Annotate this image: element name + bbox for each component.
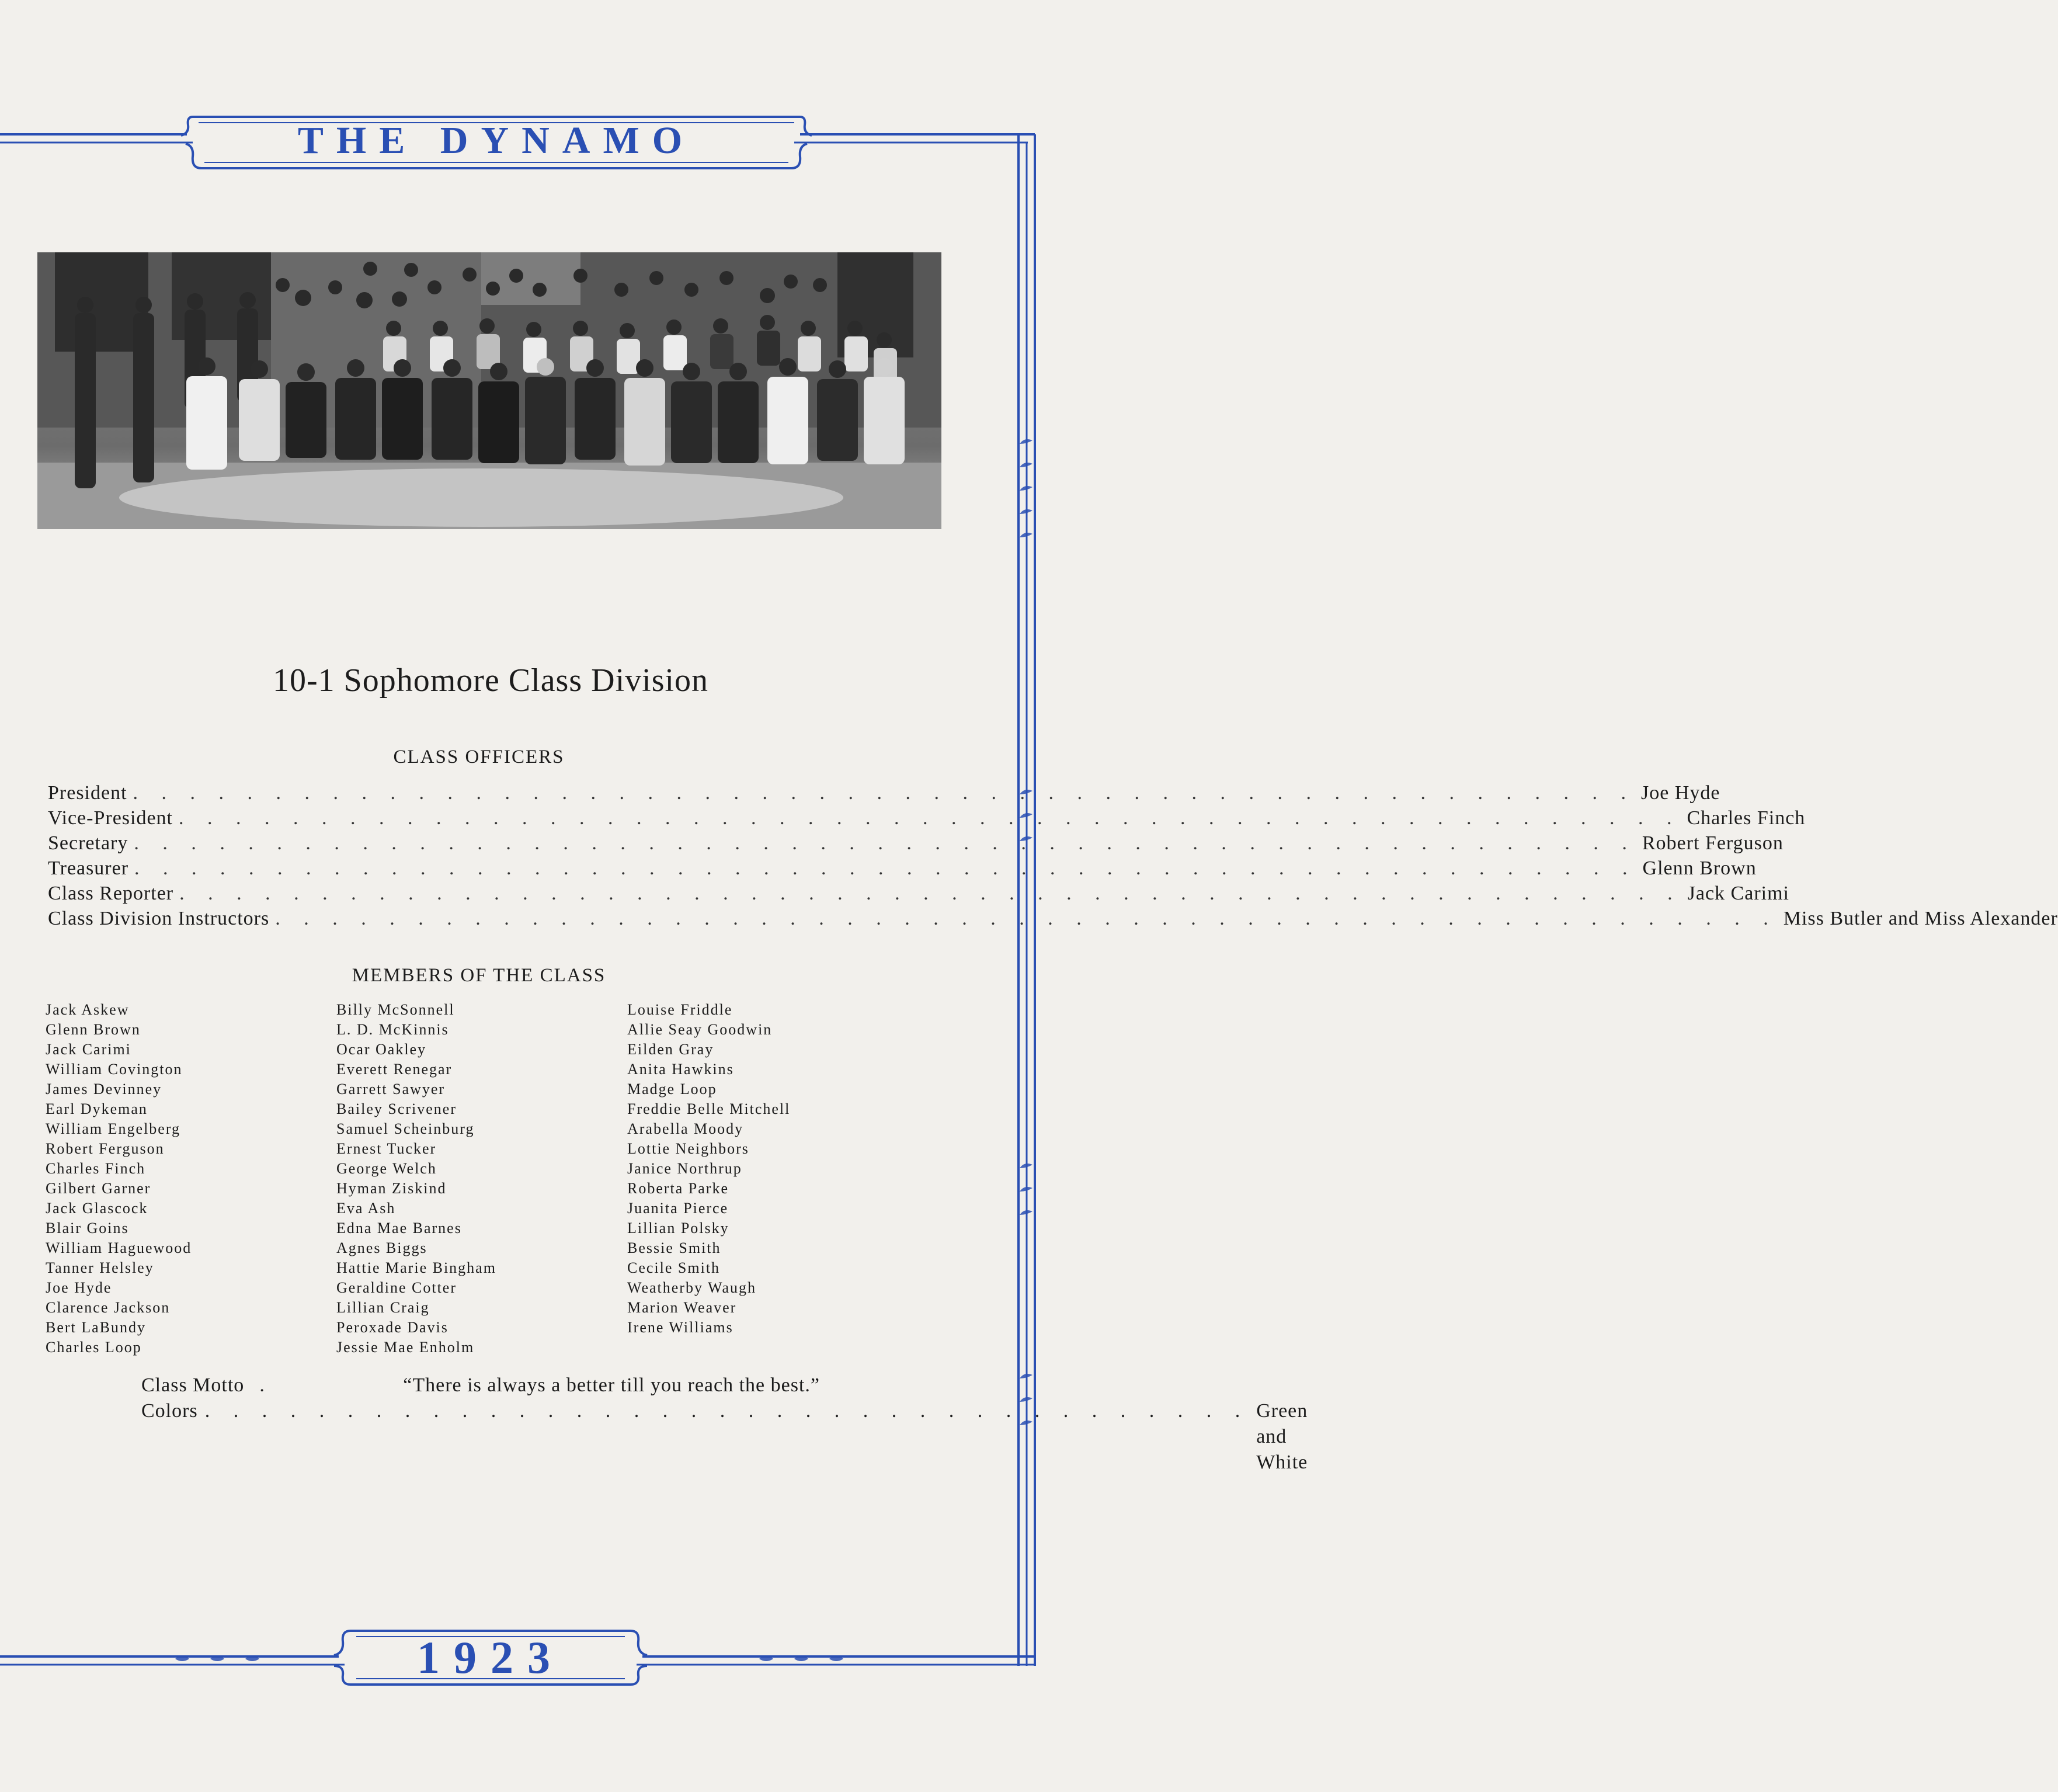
member-name: Hyman Ziskind <box>336 1180 447 1197</box>
member-name: Charles Finch <box>46 1160 146 1177</box>
photo-illustration <box>37 252 941 529</box>
member-name: Bessie Smith <box>627 1239 721 1256</box>
motto-block <box>141 1373 1308 1473</box>
member-name: Freddie Belle Mitchell <box>627 1100 791 1117</box>
colors-label: Colors <box>141 1400 198 1422</box>
member-name: Jack Askew <box>46 1001 130 1018</box>
officer-name: Joe Hyde <box>1641 782 1720 804</box>
officer-role: Class Division Instructors <box>48 908 270 929</box>
member-name: L. D. McKinnis <box>336 1021 449 1038</box>
leader-dots: . . . . . . . . . . . . . . . . . . . . . . . . . . . . . . . . . . . . . . . . . . . . . . . . . . . . . <box>134 832 1636 854</box>
member-name: Samuel Scheinburg <box>336 1120 475 1137</box>
member-name: Bert LaBundy <box>46 1319 147 1336</box>
leader-dots: . . . . . . . . . . . . . . . . . . . . . . . . . . . . . . . . . . . . . . . . . . . . . . . . . . . . . <box>179 883 1682 904</box>
colors-value: Green and White <box>1256 1400 1308 1473</box>
member-name: Bailey Scrivener <box>336 1100 457 1117</box>
officer-row-instructors <box>48 906 2058 931</box>
class-group-photo <box>37 252 941 529</box>
member-name: Jessie Mae Enholm <box>336 1339 475 1356</box>
member-name: Edna Mae Barnes <box>336 1220 462 1237</box>
leader-dot: . <box>259 1374 265 1396</box>
officer-name: Miss Butler and Miss Alexander <box>1783 908 2058 929</box>
leader-dots: . . . . . . . . . . . . . . . . . . . . . . . . . . . . . . . . . . . . . . . . . . . . . . . . . . . . . <box>134 857 1637 879</box>
officer-row-class-reporter <box>48 881 1789 906</box>
yearbook-title: THE DYNAMO <box>297 119 696 162</box>
officers-list <box>48 780 2058 931</box>
member-name: Gilbert Garner <box>46 1180 151 1197</box>
member-name: Hattie Marie Bingham <box>336 1259 496 1276</box>
member-name: Irene Williams <box>627 1319 733 1336</box>
member-name: Weatherby Waugh <box>627 1279 756 1296</box>
member-name: Joe Hyde <box>46 1279 112 1296</box>
officer-row-secretary <box>48 831 1784 856</box>
officer-role: Treasurer <box>48 857 129 879</box>
member-name: Earl Dykeman <box>46 1100 148 1117</box>
member-name: Jack Carimi <box>46 1041 131 1058</box>
officer-name: Robert Ferguson <box>1642 832 1784 854</box>
member-name: Clarence Jackson <box>46 1299 171 1316</box>
yearbook-year: 1923 <box>417 1632 564 1683</box>
officer-role: Vice-President <box>48 807 173 829</box>
motto-label: Class Motto <box>141 1374 245 1396</box>
member-name: Madge Loop <box>627 1081 717 1098</box>
leader-dots: . . . . . . . . . . . . . . . . . . . . . . . . . . . . . . . . . . . . . . . . . . . . . . . . . . . . . <box>275 908 1778 929</box>
officers-heading: CLASS OFFICERS <box>393 746 565 767</box>
officer-name: Jack Carimi <box>1687 883 1789 904</box>
officer-role: Secretary <box>48 832 128 854</box>
member-name: Eilden Gray <box>627 1041 714 1058</box>
officer-row-treasurer <box>48 856 1757 881</box>
member-name: Allie Seay Goodwin <box>627 1021 773 1038</box>
members-heading: MEMBERS OF THE CLASS <box>352 965 606 986</box>
officer-row-president <box>48 780 1720 805</box>
member-name: Robert Ferguson <box>46 1140 165 1157</box>
motto-row <box>141 1373 820 1398</box>
officer-role: Class Reporter <box>48 883 174 904</box>
member-name: Arabella Moody <box>627 1120 744 1137</box>
members-column-1 <box>46 1000 192 1357</box>
motto-value: “There is always a better till you reach the best.” <box>403 1374 820 1396</box>
member-name: Eva Ash <box>336 1200 396 1217</box>
officer-name: Charles Finch <box>1687 807 1806 829</box>
member-name: Geraldine Cotter <box>336 1279 457 1296</box>
member-name: Roberta Parke <box>627 1180 729 1197</box>
leader-dots: . . . . . . . . . . . . . . . . . . . . . . . . . . . . . . . . . . . . . . . . . . . . . . . . . . . . . <box>179 807 1681 829</box>
member-name: Jack Glascock <box>46 1200 148 1217</box>
member-name: Lillian Polsky <box>627 1220 729 1237</box>
leader-dots: . . . . . . . . . . . . . . . . . . . . . . . . . . . . . . . . . . . . . <box>204 1400 1250 1422</box>
member-name: Peroxade Davis <box>336 1319 449 1336</box>
member-name: Tanner Helsley <box>46 1259 154 1276</box>
member-name: Lillian Craig <box>336 1299 430 1316</box>
division-title: 10-1 Sophomore Class Division <box>272 662 709 699</box>
member-name: George Welch <box>336 1160 437 1177</box>
member-name: Glenn Brown <box>46 1021 141 1038</box>
member-name: Cecile Smith <box>627 1259 721 1276</box>
member-name: Marion Weaver <box>627 1299 737 1316</box>
member-name: Charles Loop <box>46 1339 142 1356</box>
leader-dots: . . . . . . . . . . . . . . . . . . . . . . . . . . . . . . . . . . . . . . . . . . . . . . . . . . . . . <box>133 782 1636 804</box>
member-name: Lottie Neighbors <box>627 1140 749 1157</box>
member-name: Ocar Oakley <box>336 1041 427 1058</box>
member-name: Everett Renegar <box>336 1061 453 1078</box>
members-column-3 <box>627 1000 790 1338</box>
colors-row <box>141 1398 1308 1473</box>
member-name: Garrett Sawyer <box>336 1081 446 1098</box>
member-name: Agnes Biggs <box>336 1239 427 1256</box>
member-name: William Haguewood <box>46 1239 192 1256</box>
officer-role: President <box>48 782 127 804</box>
member-name: James Devinney <box>46 1081 162 1098</box>
officer-row-vice-president <box>48 805 1806 831</box>
member-name: Anita Hawkins <box>627 1061 734 1078</box>
member-name: Louise Friddle <box>627 1001 733 1018</box>
members-column-2 <box>336 1000 496 1357</box>
member-name: Ernest Tucker <box>336 1140 437 1157</box>
member-name: William Engelberg <box>46 1120 181 1137</box>
member-name: Juanita Pierce <box>627 1200 729 1217</box>
officer-name: Glenn Brown <box>1642 857 1757 879</box>
member-name: Janice Northrup <box>627 1160 742 1177</box>
member-name: Billy McSonnell <box>336 1001 455 1018</box>
member-name: William Covington <box>46 1061 183 1078</box>
member-name: Blair Goins <box>46 1220 129 1237</box>
